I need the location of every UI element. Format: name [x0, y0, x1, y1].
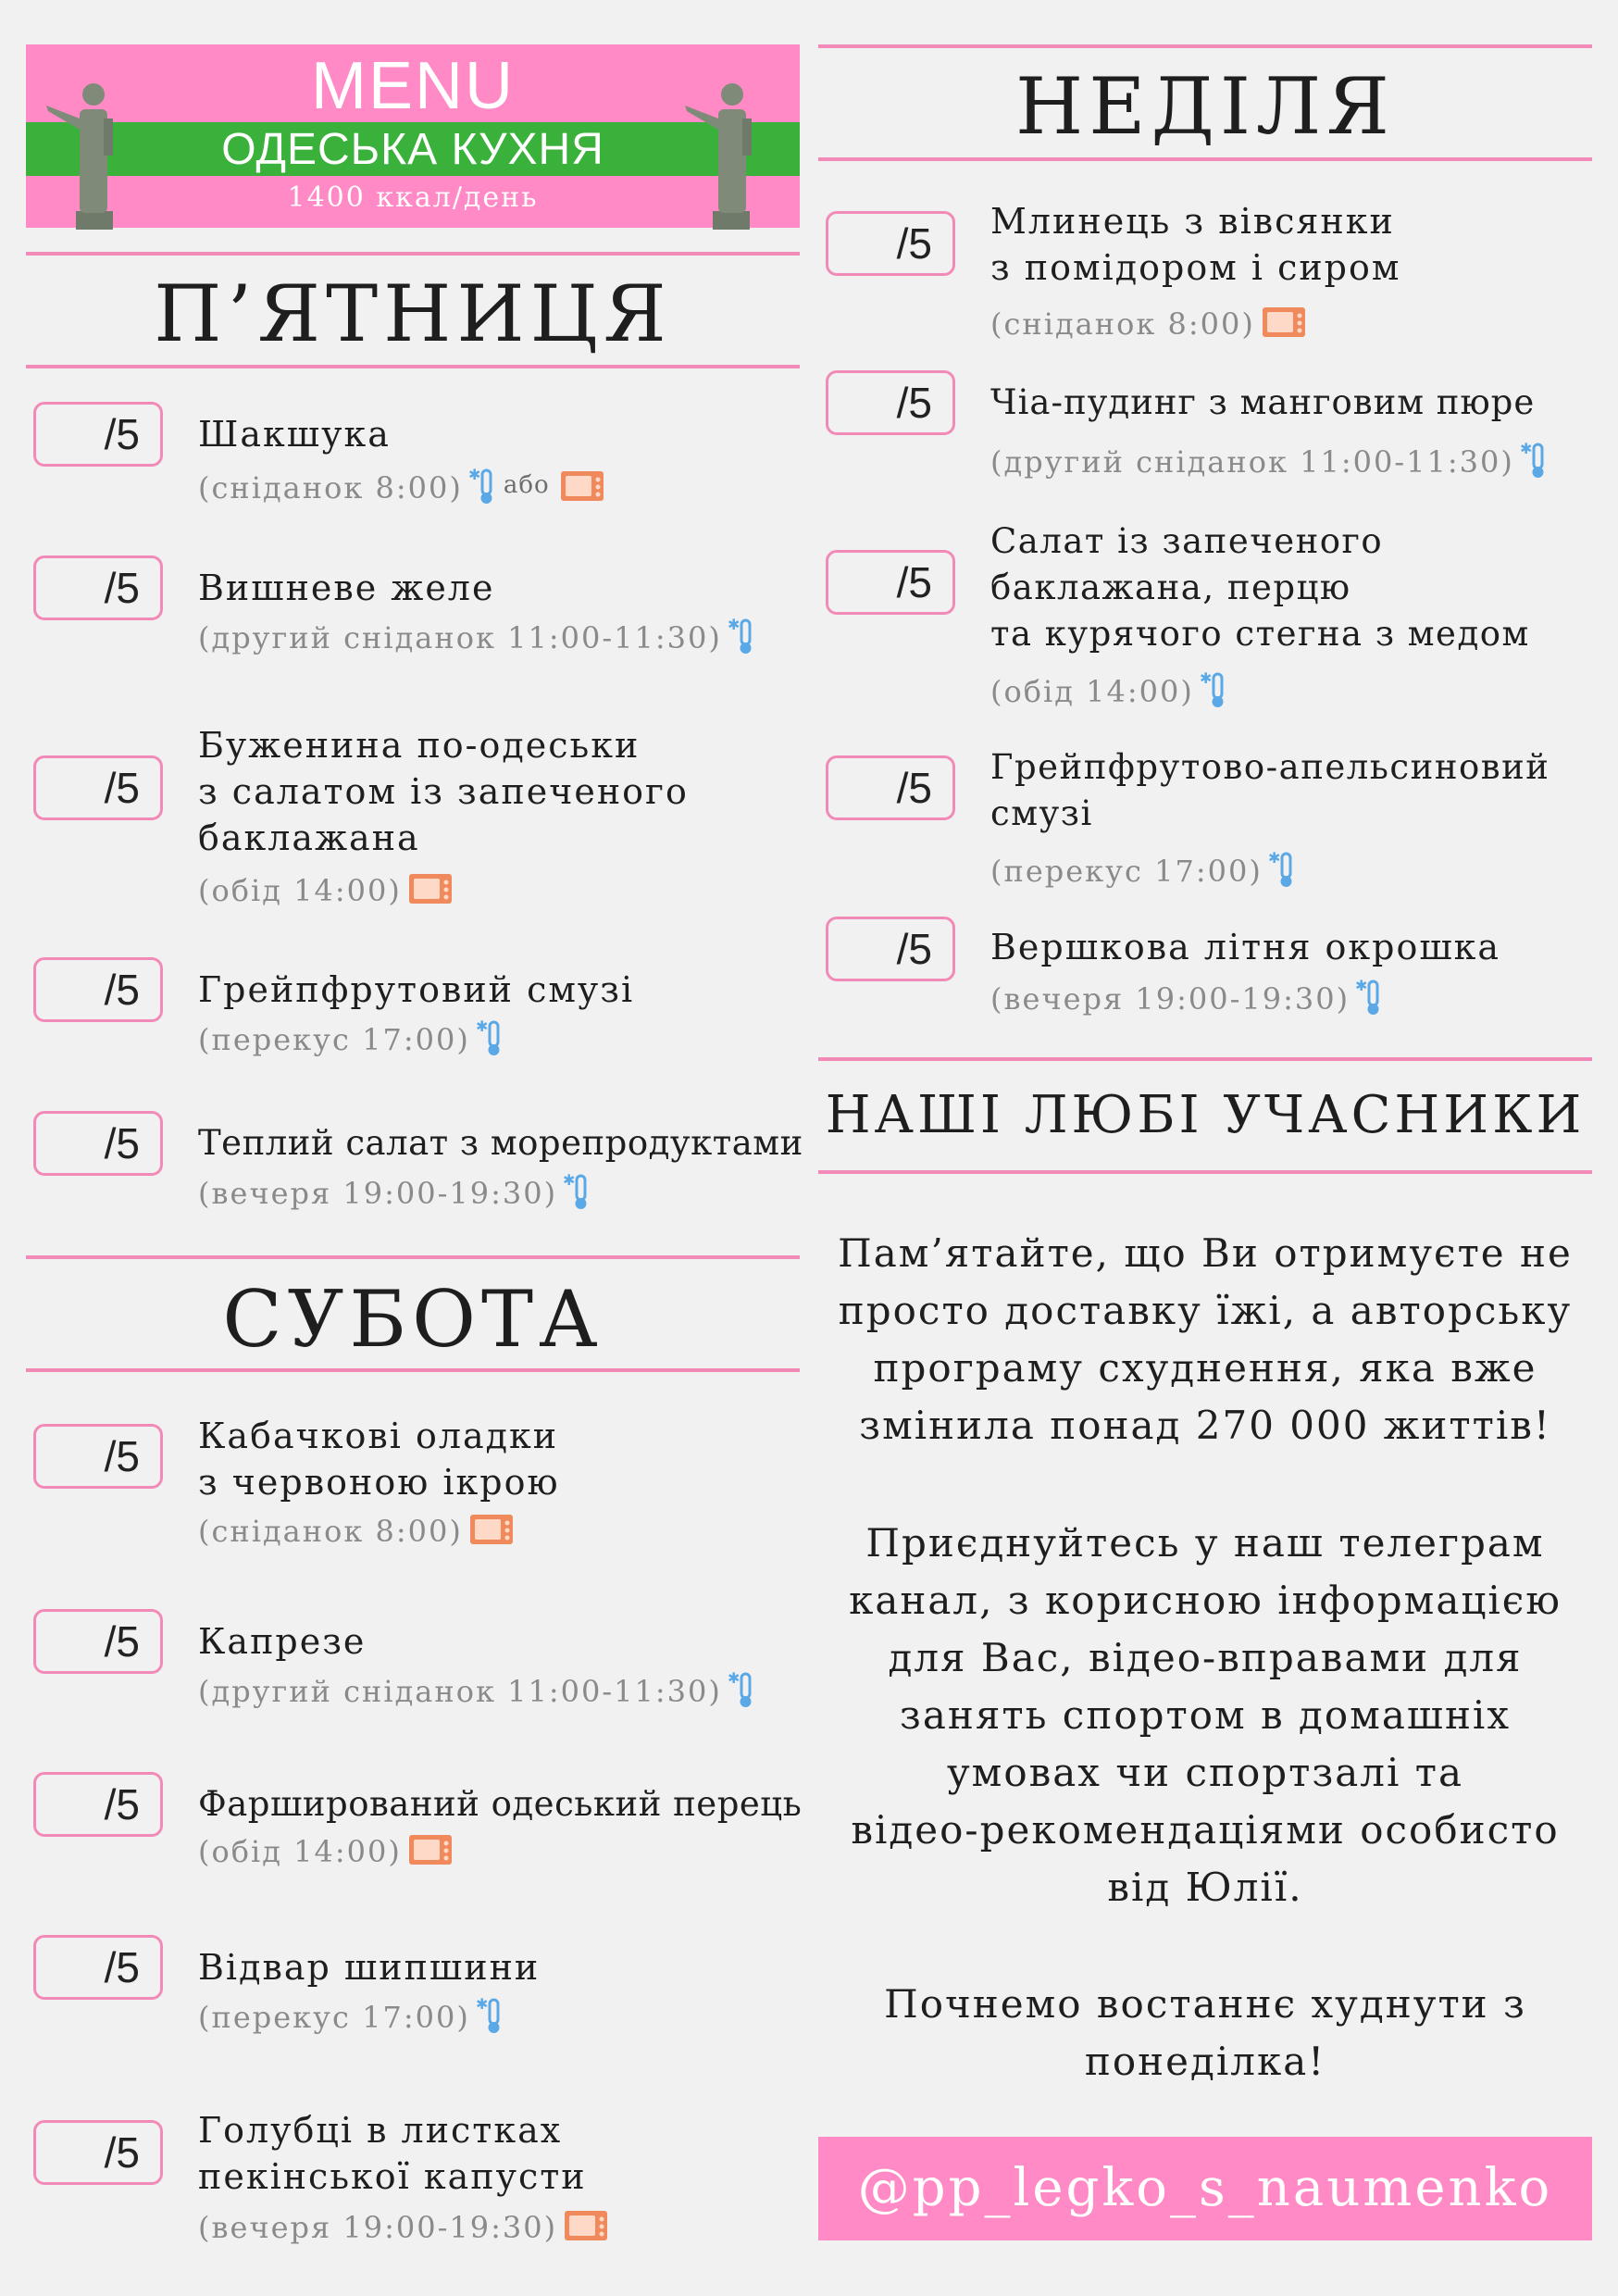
meal-time [990, 670, 1231, 718]
divider [818, 44, 1592, 48]
day-title: П’ЯТНИЦЯ [154, 268, 672, 359]
participants-header [818, 1057, 1592, 1178]
thermometer-snowflake-icon [1355, 978, 1387, 1025]
score-box[interactable]: /5 [33, 555, 163, 620]
meal-time-text: (перекус 17:00) [198, 1022, 470, 1057]
microwave-icon [468, 1513, 515, 1554]
dish-name: Теплий салат з морепродуктами [198, 1123, 803, 1163]
or-label: або [503, 471, 550, 499]
meal-time-text: (другий сніданок 11:00-11:30) [198, 620, 722, 655]
banner-title: MENU [311, 49, 515, 123]
score-box[interactable]: /5 [33, 1609, 163, 1674]
meal-time [198, 617, 759, 664]
svg-text:✱: ✱ [475, 1996, 491, 2013]
score-box[interactable]: /5 [33, 402, 163, 467]
score-box[interactable]: /5 [33, 1772, 163, 1837]
day-header-friday [26, 252, 800, 372]
score-box[interactable]: /5 [33, 1424, 163, 1489]
meal-time [198, 1670, 759, 1717]
dish-name: Млинець з вівсянки з помідором і сиром [990, 201, 1401, 288]
microwave-icon [407, 872, 454, 914]
score-box[interactable]: /5 [33, 1935, 163, 2000]
dish-name: Кабачкові оладки з червоною ікрою [198, 1416, 560, 1503]
menu-banner [26, 44, 800, 228]
thermometer-snowflake-icon [468, 467, 500, 514]
meal-time [198, 1833, 454, 1875]
meal-time-text: (обід 14:00) [198, 873, 402, 908]
day-header-sunday [818, 44, 1592, 165]
divider [818, 1057, 1592, 1061]
svg-text:✱: ✱ [563, 1172, 578, 1189]
microwave-icon [407, 1833, 454, 1875]
svg-text:✱: ✱ [1199, 670, 1214, 687]
meal-time-text: (сніданок 8:00) [198, 1514, 463, 1549]
thermometer-snowflake-icon [1200, 670, 1231, 718]
svg-text:✱: ✱ [475, 1018, 491, 1035]
meal-time [198, 872, 454, 914]
banner-subtitle: ОДЕСЬКА КУХНЯ [221, 125, 604, 174]
participants-paragraph: Пам’ятайте, що Ви отримуєте не просто доставку їжі, а авторську програму схуднення, яка вже змінила понад 270 000 життів! [838, 1230, 1573, 1448]
dish-name: Грейпфрутовий смузі [198, 969, 635, 1010]
dish-name: Чіа-пудинг з манговим пюре [990, 382, 1536, 422]
svg-text:✱: ✱ [1355, 978, 1370, 994]
participants-title: НАШІ ЛЮБІ УЧАСНИКИ [825, 1085, 1586, 1145]
divider [26, 365, 800, 368]
divider [26, 252, 800, 256]
day-title: СУБОТА [222, 1274, 604, 1365]
meal-time-text: (вечеря 19:00-19:30) [198, 2210, 558, 2245]
thermometer-snowflake-icon [476, 1018, 507, 1066]
meal-time-text: (обід 14:00) [990, 674, 1194, 709]
microwave-icon [559, 469, 605, 511]
meal-time-text: (перекус 17:00) [198, 2000, 470, 2035]
meal-time [990, 850, 1300, 897]
thermometer-snowflake-icon [1268, 850, 1300, 897]
dish-name: Салат із запеченого баклажана, перцю та курячого стегна з медом [990, 521, 1530, 654]
dish-name: Капрезе [198, 1621, 367, 1662]
divider [818, 157, 1592, 161]
dish-name: Шакшука [198, 414, 391, 455]
dish-name: Фарширований одеський перець [198, 1784, 803, 1824]
meal-time-text: (сніданок 8:00) [990, 306, 1255, 342]
divider [26, 1255, 800, 1259]
svg-text:✱: ✱ [467, 467, 483, 483]
thermometer-snowflake-icon [728, 1670, 759, 1717]
meal-time [198, 1996, 507, 2043]
meal-time-text: (другий сніданок 11:00-11:30) [198, 1674, 722, 1709]
thermometer-snowflake-icon [728, 617, 759, 664]
score-box[interactable]: /5 [826, 370, 955, 435]
meal-time [990, 978, 1387, 1025]
meal-time [990, 441, 1551, 488]
day-title: НЕДІЛЯ [1015, 61, 1395, 152]
meal-time-text: (вечеря 19:00-19:30) [990, 981, 1350, 1017]
divider [26, 1368, 800, 1372]
meal-time-text: (перекус 17:00) [990, 854, 1263, 889]
meal-time-text: (другий сніданок 11:00-11:30) [990, 444, 1514, 480]
divider [818, 1170, 1592, 1174]
score-box[interactable]: /5 [33, 755, 163, 820]
svg-text:✱: ✱ [1519, 441, 1535, 457]
meal-time [198, 467, 605, 514]
dish-name: Грейпфрутово-апельсиновий смузі [990, 747, 1550, 833]
score-box[interactable]: /5 [826, 550, 955, 615]
svg-text:✱: ✱ [1267, 850, 1283, 867]
score-box[interactable]: /5 [33, 957, 163, 1022]
svg-text:✱: ✱ [727, 1670, 742, 1687]
microwave-icon [563, 2209, 609, 2251]
meal-time [198, 1172, 594, 1219]
thermometer-snowflake-icon [1520, 441, 1551, 488]
microwave-icon [1261, 306, 1307, 347]
participants-paragraph: Приєднуйтесь у наш телеграм канал, з корисною інформацією для Вас, відео-вправами для занять спортом в домашніх умовах чи спортзалі та відео-рекомендаціями особисто від Юлії. [849, 1520, 1562, 1910]
dish-name: Вишневе желе [198, 568, 495, 608]
score-box[interactable]: /5 [826, 755, 955, 820]
participants-paragraph: Почнемо востаннє худнути з понеділка! [884, 1981, 1526, 2084]
dish-name: Буженина по-одеськи з салатом із запеченого баклажана [198, 725, 689, 858]
score-box[interactable]: /5 [33, 1111, 163, 1176]
score-box[interactable]: /5 [826, 211, 955, 276]
banner-kcal: 1400 ккал/день [287, 181, 539, 214]
meal-time-text: (сніданок 8:00) [198, 470, 463, 505]
meal-time-text: (обід 14:00) [198, 1834, 402, 1869]
meal-time [198, 2209, 609, 2251]
meal-time [198, 1018, 507, 1066]
dish-name: Вершкова літня окрошка [990, 927, 1501, 967]
dish-name: Голубці в листках пекінської капусти [198, 2110, 587, 2197]
svg-text:✱: ✱ [727, 617, 742, 633]
telegram-handle-link[interactable]: @pp_legko_s_naumenko [818, 2137, 1592, 2240]
meal-time [198, 1513, 515, 1554]
thermometer-snowflake-icon [563, 1172, 594, 1219]
thermometer-snowflake-icon [476, 1996, 507, 2043]
meal-time [990, 306, 1307, 347]
score-box[interactable]: /5 [33, 2120, 163, 2185]
meal-time-text: (вечеря 19:00-19:30) [198, 1176, 558, 1211]
day-header-saturday [26, 1255, 800, 1376]
score-box[interactable]: /5 [826, 917, 955, 981]
dish-name: Відвар шипшини [198, 1947, 541, 1988]
